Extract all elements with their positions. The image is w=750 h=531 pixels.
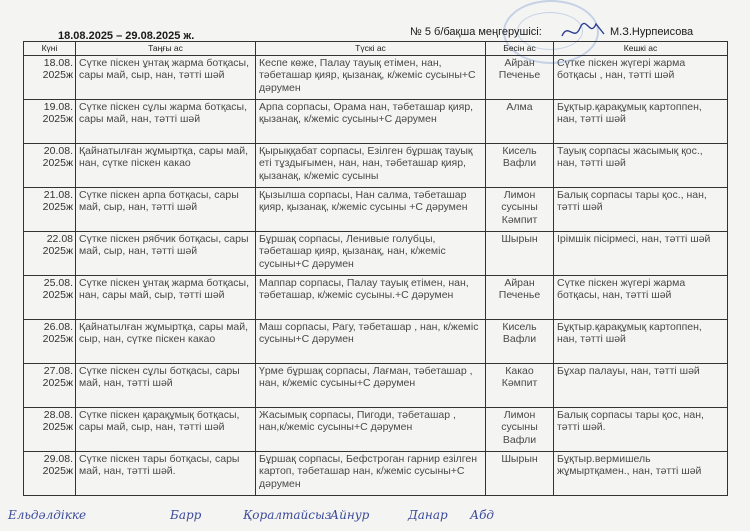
dinner-cell: Балық сорпасы тары қос, нан, тәтті шәй. [554, 407, 728, 451]
date-cell: 29.08. 2025ж [24, 451, 76, 495]
table-row [24, 231, 728, 275]
director-signature [560, 20, 610, 42]
column-header-lunch: Түскі ас [256, 42, 486, 56]
date-cell: 26.08. 2025ж [24, 319, 76, 363]
lunch-cell: Бұршақ сорпасы, Ленивые голубцы, тәбеташар қияр, қызанақ, нан, к/жеміс сусыны+С дәрумен [256, 231, 486, 275]
document-header [0, 0, 750, 44]
dinner-cell: Балық сорпасы тары қос., нан, тәтті шәй [554, 187, 728, 231]
date-cell: 27.08. 2025ж [24, 363, 76, 407]
breakfast-cell: Сүтке піскен рябчик ботқасы, сары май, сыр, нан, тәтті шәй [76, 231, 256, 275]
column-header-breakfast: Таңғы ас [76, 42, 256, 56]
column-header-date: Күні [24, 42, 76, 56]
menu-period: 18.08.2025 – 29.08.2025 ж. [58, 30, 195, 42]
signature-4: Айнур [330, 508, 370, 522]
dinner-cell: Ірімшік пісірмесі, нан, тәтті шәй [554, 231, 728, 275]
date-cell: 20.08. 2025ж [24, 143, 76, 187]
table-row [24, 275, 728, 319]
signature-6: Абд [470, 508, 495, 522]
breakfast-cell: Сүтке піскен сұлы жарма ботқасы, сары май, нан, тәтті шәй [76, 99, 256, 143]
snack-cell: Кисель Вафли [486, 143, 554, 187]
snack-cell: Какао Кәмпит [486, 363, 554, 407]
snack-cell: Алма [486, 99, 554, 143]
table-row [24, 451, 728, 495]
dinner-cell: Бұқтыр.вермишель жұмыртқамен., нан, тәтті шәй [554, 451, 728, 495]
lunch-cell: Үрме бұршақ сорпасы, Лағман, тәбеташар , нан, к/жеміс сусыны+С дәрумен [256, 363, 486, 407]
lunch-cell: Маш сорпасы, Рагу, тәбеташар , нан, к/жеміс сусыны+С дәрумен [256, 319, 486, 363]
lunch-cell: Арпа сорпасы, Орама нан, тәбеташар қияр, қызанақ, к/жеміс сусыны+С дәрумен [256, 99, 486, 143]
dinner-cell: Бұхар палауы, нан, тәтті шәй [554, 363, 728, 407]
signature-3: Қоралтайсыз [243, 508, 332, 522]
breakfast-cell: Сүтке піскен қарақұмық ботқасы, сары май, сыр, нан, тәтті шәй [76, 407, 256, 451]
table-row [24, 143, 728, 187]
lunch-cell: Қырыққабат сорпасы, Езілген бұршақ тауық еті тұздығымен, нан, нан, тәбеташар қияр, қызанақ, к/жеміс сусыны [256, 143, 486, 187]
lunch-cell: Маппар сорпасы, Палау тауық етімен, нан, тәбеташар, к/жеміс сусыны.+С дәрумен [256, 275, 486, 319]
breakfast-cell: Сүтке піскен ұнтақ жарма ботқасы, сары май, сыр, нан, тәтті шәй [76, 55, 256, 99]
kindergarten-head-label: № 5 б/бақша меңгерушісі: [410, 26, 542, 38]
date-cell: 18.08. 2025ж [24, 55, 76, 99]
breakfast-cell: Сүтке піскен тары ботқасы, сары май, нан, тәтті шәй. [76, 451, 256, 495]
snack-cell: Кисель Вафли [486, 319, 554, 363]
table-row [24, 407, 728, 451]
signature-2: Барр [170, 508, 202, 522]
breakfast-cell: Қайнатылған жұмыртқа, сары май, сыр, нан, сүтке піскен какао [76, 319, 256, 363]
date-cell: 21.08. 2025ж [24, 187, 76, 231]
lunch-cell: Бұршақ сорпасы, Бефстроган гарнир езілген картоп, тәбеташар нан, к/жеміс сусыны+С дәрумен [256, 451, 486, 495]
lunch-cell: Жасымық сорпасы, Пигоди, тәбеташар , нан,к/жеміс сусыны+С дәрумен [256, 407, 486, 451]
snack-cell: Шырын [486, 451, 554, 495]
signature-1: Ельдәлдікке [8, 508, 87, 522]
date-cell: 22.08 2025ж [24, 231, 76, 275]
table-row [24, 319, 728, 363]
dinner-cell: Сүтке піскен жүгері жарма ботқасы, нан, тәтті шәй [554, 275, 728, 319]
lunch-cell: Қызылша сорпасы, Нан салма, тәбеташар қияр, қызанақ, к/жеміс сусыны +С дәрумен [256, 187, 486, 231]
breakfast-cell: Сүтке піскен сұлы ботқасы, сары май, нан, тәтті шәй [76, 363, 256, 407]
dinner-cell: Бұқтыр.қарақұмық картоппен, нан, тәтті шәй [554, 99, 728, 143]
snack-cell: Шырын [486, 231, 554, 275]
breakfast-cell: Сүтке піскен арпа ботқасы, сары май, сыр, нан, тәтті шәй [76, 187, 256, 231]
column-header-dinner: Кешкі ас [554, 42, 728, 56]
dinner-cell: Бұқтыр.қарақұмық картоппен, нан, тәтті шәй [554, 319, 728, 363]
date-cell: 25.08. 2025ж [24, 275, 76, 319]
snack-cell: Айран Печенье [486, 55, 554, 99]
breakfast-cell: Сүтке піскен ұнтақ жарма ботқасы, нан, сары май, сыр, тәтті шәй [76, 275, 256, 319]
table-row [24, 187, 728, 231]
snack-cell: Лимон сусыны Вафли [486, 407, 554, 451]
breakfast-cell: Қайнатылған жұмыртқа, сары май, нан, сүтке піскен какао [76, 143, 256, 187]
lunch-cell: Кеспе көже, Палау тауық етімен, нан, тәбеташар қияр, қызанақ, к/жеміс сусыны+С дәрумен [256, 55, 486, 99]
signature-5: Данар [408, 508, 448, 522]
table-row [24, 363, 728, 407]
table-row [24, 55, 728, 99]
director-name: М.З.Нурпеисова [610, 26, 694, 38]
menu-table [23, 41, 728, 496]
date-cell: 28.08. 2025ж [24, 407, 76, 451]
snack-cell: Айран Печенье [486, 275, 554, 319]
snack-cell: Лимон сусыны Кәмпит [486, 187, 554, 231]
dinner-cell: Тауық сорпасы жасымық қос., нан, тәтті шәй [554, 143, 728, 187]
dinner-cell: Сүтке піскен жүгері жарма ботқасы , нан, тәтті шәй [554, 55, 728, 99]
table-row [24, 99, 728, 143]
table-header-row [24, 42, 728, 56]
signatures-row [0, 500, 750, 531]
column-header-snack: Бесін ас [486, 42, 554, 56]
date-cell: 19.08. 2025ж [24, 99, 76, 143]
